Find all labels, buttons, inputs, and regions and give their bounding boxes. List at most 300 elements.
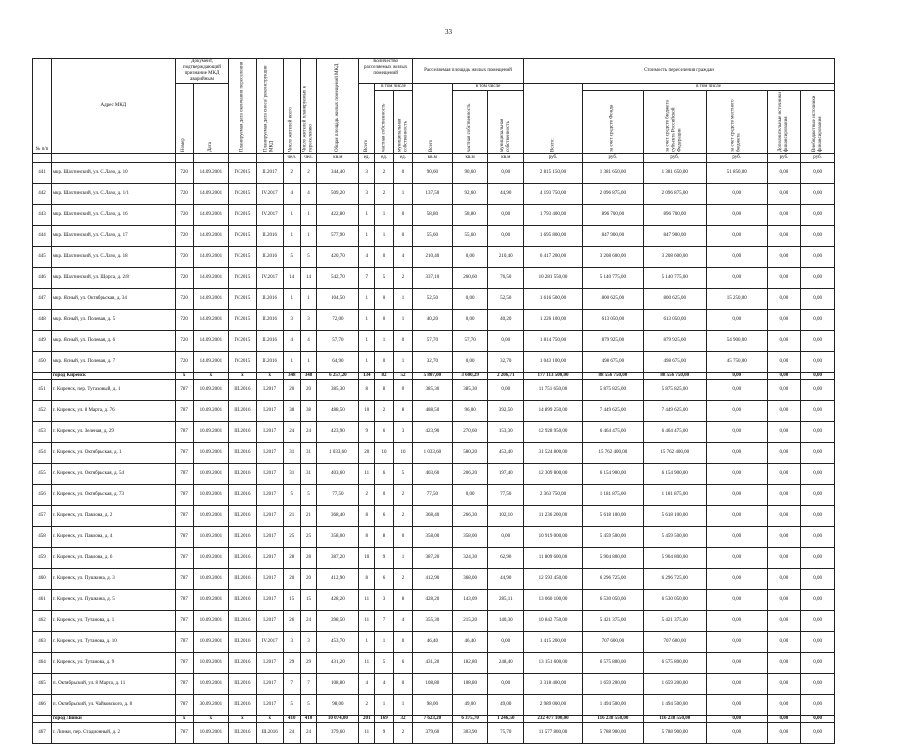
table-cell: 0,00 [801,527,835,548]
table-cell: 1 [359,205,375,226]
table-cell: 270,60 [452,422,488,443]
table-cell: 0,00 [706,632,767,653]
table-cell: 0,00 [801,247,835,268]
unit-cell: руб. [582,154,643,163]
table-cell: 6 154 900,00 [643,464,706,485]
address-cell: мкр. Ясный, ул. Полевая, д. 5 [51,310,175,331]
table-cell: 46,40 [412,632,452,653]
table-cell: 14.09.2001 [193,268,229,289]
table-cell: 49,00 [452,695,488,716]
table-cell: I.2017 [256,401,283,422]
table-cell: 134 [359,373,375,380]
table-cell: 720 [175,163,193,184]
table-cell: 0,00 [767,184,801,205]
table-cell: 285,11 [488,590,524,611]
table-row [33,331,835,352]
table-cell: 1 793 400,00 [524,205,583,226]
table-cell: 4 [300,184,317,205]
table-cell: 0,00 [706,716,767,723]
table-cell: 5 [283,695,300,716]
table-cell: I.2017 [256,611,283,632]
table-cell: 10.09.2001 [193,611,229,632]
table-cell: 358,00 [412,527,452,548]
table-cell: 787 [175,464,193,485]
table-cell: 0,00 [706,695,767,716]
table-cell: 14.09.2001 [193,331,229,352]
table-cell: 455 [33,464,52,485]
table-row [33,695,835,716]
table-cell: 10 [394,443,413,464]
table-cell: 0,00 [706,548,767,569]
unit-cell [229,154,256,163]
table-cell: 0,00 [767,695,801,716]
table-cell: 3 [300,632,317,653]
table-cell: 72,00 [317,310,359,331]
table-cell: 423,90 [317,422,359,443]
table-cell: 1 [300,226,317,247]
address-cell: мкр. Шахтинский, ул. Щорса, д. 2/8 [51,268,175,289]
table-cell: 0,00 [801,590,835,611]
address-cell: мкр. Ясный, ул. Октябрьская, д. 34 [51,289,175,310]
table-cell: II.2016 [256,352,283,373]
table-cell: 847 900,00 [582,226,643,247]
address-cell: город Киренск [51,373,175,380]
table-cell: 787 [175,401,193,422]
table-cell: 879 925,00 [643,331,706,352]
table-cell: 0,00 [706,422,767,443]
col-rooms-total: Всего [359,84,375,154]
table-cell: 40,20 [488,310,524,331]
table-cell: 0,00 [767,247,801,268]
table-cell: I.2017 [256,674,283,695]
table-cell: 444 [33,226,52,247]
table-cell: 153,30 [488,422,524,443]
table-cell: 5 421 375,00 [643,611,706,632]
table-cell: 2 [394,485,413,506]
table-cell: 0,00 [706,485,767,506]
table-cell: III.2016 [229,464,256,485]
table-cell: 787 [175,485,193,506]
table-cell: 32 [394,716,413,723]
table-cell: 720 [175,205,193,226]
table-cell: 8 [359,527,375,548]
table-cell: IV.2015 [229,352,256,373]
table-cell: 720 [175,310,193,331]
table-cell: 720 [175,247,193,268]
unit-cell: кв.м [412,154,452,163]
table-cell: 0 [375,247,394,268]
table-cell: 720 [175,331,193,352]
table-cell: 0 [394,632,413,653]
table-cell: 88 556 750,00 [643,373,706,380]
table-cell: III.2016 [229,723,256,744]
table-cell: 303,90 [452,723,488,744]
table-cell: 420,70 [317,247,359,268]
table-cell: 1 [359,310,375,331]
table-cell: 787 [175,695,193,716]
table-cell: III.2016 [229,653,256,674]
table-cell: 0,00 [801,674,835,695]
table-cell: 0,00 [801,401,835,422]
table-cell: 0,00 [488,632,524,653]
table-cell: 613 050,00 [643,310,706,331]
table-row [33,205,835,226]
table-cell: IV.2015 [229,184,256,205]
table-cell: 12 593 450,00 [524,569,583,590]
table-cell: 0,00 [706,443,767,464]
table-cell: 387,20 [317,548,359,569]
col-area-incl: в том числе [452,84,523,91]
table-cell: 707 600,00 [643,632,706,653]
table-cell: 20 [359,443,375,464]
table-cell: 720 [175,226,193,247]
table-cell: 787 [175,632,193,653]
table-cell: 0 [375,310,394,331]
table-cell: 108,80 [412,674,452,695]
table-cell: 428,20 [317,590,359,611]
col-cost-budget-rf: за счет средств бюджета субъекта Российской Федерации [643,91,706,154]
table-cell: 15 762 400,00 [643,443,706,464]
table-cell: 4 [394,611,413,632]
table-cell: 7 449 625,00 [582,401,643,422]
table-cell: 4 [283,331,300,352]
table-cell: 459 [33,548,52,569]
table-cell: 368,40 [412,506,452,527]
table-row [33,310,835,331]
table-cell: 465 [33,674,52,695]
table-cell: 453,40 [488,443,524,464]
table-cell: 5 [283,485,300,506]
table-cell: 9 [359,422,375,443]
table-cell: 2 [375,184,394,205]
table-cell: 403,60 [412,464,452,485]
table-cell: 6 464 475,00 [643,422,706,443]
table-cell: 1 [375,331,394,352]
table-cell: 51 850,00 [706,163,767,184]
table-row [33,464,835,485]
table-cell: 720 [175,352,193,373]
table-cell: 1 [283,205,300,226]
table-cell: 10.09.2001 [193,569,229,590]
table-cell: 10.09.2001 [193,506,229,527]
table-cell: 0,00 [706,569,767,590]
table-body [33,163,835,744]
table-cell: 210,40 [488,247,524,268]
table-cell: 20 [283,380,300,401]
table-cell: 0,00 [767,569,801,590]
table-cell: 4 [283,184,300,205]
table-cell: 2 815 150,00 [524,163,583,184]
table-cell: 2 [359,485,375,506]
table-cell: 0,00 [488,226,524,247]
table-cell: 98,00 [317,695,359,716]
table-cell: 21 [283,506,300,527]
table-cell: 9 [375,723,394,744]
table-cell: 387,20 [412,548,452,569]
table-cell: 10.09.2001 [193,632,229,653]
table-cell: 20 [300,380,317,401]
table-cell: 248,40 [488,653,524,674]
table-cell: 10.09.2001 [193,653,229,674]
table-cell: 0,00 [767,611,801,632]
unit-cell: кв.м [317,154,359,163]
table-cell: 896 700,00 [643,205,706,226]
table-cell: 0,00 [801,548,835,569]
table-cell: 13 060 100,00 [524,590,583,611]
table-cell: 266,30 [452,506,488,527]
table-cell: 206,20 [452,464,488,485]
table-cell: 29 [300,653,317,674]
table-cell: 456 [33,485,52,506]
table-cell: 3 [283,632,300,653]
table-cell: 5 421 375,00 [582,611,643,632]
table-cell: 40,20 [412,310,452,331]
table-cell: 38 [283,401,300,422]
col-rooms-private: частная собственность [375,91,394,154]
table-cell: 2 [394,723,413,744]
table-cell: 0,00 [767,373,801,380]
table-cell: 10.09.2001 [193,401,229,422]
table-cell: 14.09.2001 [193,289,229,310]
table-cell: 1 [375,632,394,653]
table-cell: 577,90 [317,226,359,247]
table-cell: 441 [33,163,52,184]
table-cell: 0,00 [801,695,835,716]
col-cost-total: Всего: [524,84,583,154]
table-cell: 403,60 [317,464,359,485]
address-cell: г. Киренск, ул. Тутанова, д. 10 [51,632,175,653]
table-row [33,527,835,548]
table-cell: 1 [283,226,300,247]
table-cell: III.2016 [256,723,283,744]
table-cell: 368,00 [452,569,488,590]
table-cell: III.2016 [229,380,256,401]
table-cell: 385,30 [317,380,359,401]
table-cell: 108,80 [452,674,488,695]
table-cell: II.2016 [256,247,283,268]
table-cell: 324,30 [452,548,488,569]
table-cell: 25 [300,527,317,548]
table-cell: 488,50 [317,401,359,422]
table-cell: 787 [175,611,193,632]
table-cell: 11 236 200,00 [524,506,583,527]
table-cell: IV.2015 [229,268,256,289]
table-cell: 498 675,00 [643,352,706,373]
table-cell: I.2017 [256,695,283,716]
table-cell: 0,00 [801,205,835,226]
table-cell: 3 208 600,00 [582,247,643,268]
table-cell: 462 [33,611,52,632]
col-residents-planned: Число жителей планируемых к переселению [300,59,317,154]
table-cell: 7 [375,611,394,632]
table-cell: 14 899 250,00 [524,401,583,422]
table-cell: 5 875 825,00 [582,380,643,401]
table-cell: 450 [33,352,52,373]
table-cell: 787 [175,443,193,464]
table-cell: 6 530 050,00 [643,590,706,611]
address-cell: г. Линки, пер. Стадионный, д. 2 [51,723,175,744]
table-row [33,548,835,569]
address-cell: г. Киренск, ул. Зеленая, д. 29 [51,422,175,443]
unit-cell: ед. [375,154,394,163]
table-cell: 498 675,00 [582,352,643,373]
table-cell: 0,00 [767,268,801,289]
table-cell: 379,60 [317,723,359,744]
table-cell: 1 616 500,00 [524,289,583,310]
table-cell: 6 [375,569,394,590]
table-cell: III.2016 [229,632,256,653]
table-cell: 28 [300,548,317,569]
table-cell: 412,90 [317,569,359,590]
table-cell: 260,60 [452,268,488,289]
table-cell: 423,90 [412,422,452,443]
table-cell: 467 [33,723,52,744]
table-cell: 451 [33,380,52,401]
table-cell: 8 [375,380,394,401]
col-cost-extra: Внебюджетные источники финансирования [801,91,835,154]
table-cell: 10.09.2001 [193,422,229,443]
col-rooms-incl: в том числе [375,84,413,91]
table-cell: 0,00 [767,205,801,226]
table-cell: 6 296 725,00 [582,569,643,590]
table-cell: 1 [300,289,317,310]
table-cell: 448 [33,310,52,331]
table-cell: 787 [175,590,193,611]
table-cell: 6 575 800,00 [643,653,706,674]
table-cell: 77,50 [317,485,359,506]
table-cell: 1 226 100,00 [524,310,583,331]
table-cell: 10.09.2001 [193,485,229,506]
table-cell: 31 [283,443,300,464]
address-cell: мкр. Шахтинский, ул. С.Лазо, д. 16 [51,205,175,226]
table-cell: 5 875 825,00 [643,380,706,401]
table-cell: 24 [283,422,300,443]
table-cell: 5 [375,268,394,289]
table-cell: 2 [300,163,317,184]
table-cell: 8 [394,590,413,611]
table-cell: III.2016 [229,590,256,611]
table-cell: 82 [375,373,394,380]
table-cell: 102,10 [488,506,524,527]
table-cell: 0 [394,163,413,184]
table-cell: 6 257,20 [317,373,359,380]
table-cell: IV.2017 [256,184,283,205]
table-cell: 8 [359,506,375,527]
table-cell: 896 700,00 [582,205,643,226]
table-cell: IV.2015 [229,163,256,184]
address-cell: мкр. Шахтинский, ул. С.Лазо, д. 18 [51,247,175,268]
table-cell: 410 [300,716,317,723]
unit-cell: ед. [394,154,413,163]
unit-cell [33,154,52,163]
table-cell: 5 904 800,00 [582,548,643,569]
subtotal-row [33,373,835,380]
table-cell: 2 [283,163,300,184]
table-cell: 720 [175,289,193,310]
table-cell: 442 [33,184,52,205]
table-cell: 4 193 750,00 [524,184,583,205]
table-cell: 2 [359,695,375,716]
address-cell: мкр. Шахтинский, ул. С.Лазо, д. 10 [51,163,175,184]
table-cell: 0,00 [801,723,835,744]
table-cell: 215,20 [452,611,488,632]
table-cell: 6 296 725,00 [643,569,706,590]
table-cell: 15 [283,590,300,611]
table-cell: 15 250,00 [706,289,767,310]
table-row [33,380,835,401]
table-cell: x [193,373,229,380]
table-cell: 1 [394,548,413,569]
table-cell: 0,00 [706,205,767,226]
table-cell: 45 750,00 [706,352,767,373]
table-cell: 52,50 [488,289,524,310]
table-cell: 800 625,00 [582,289,643,310]
table-cell: 25 [283,527,300,548]
table-cell: 90,60 [452,163,488,184]
table-cell: 5 [300,695,317,716]
table-cell: 0,00 [767,485,801,506]
table-cell: 13 151 600,00 [524,653,583,674]
col-cost-fund: за счет средств Фонда [582,91,643,154]
address-cell: г. Киренск, ул. Пушкина, д. 3 [51,569,175,590]
table-cell: 4 [359,674,375,695]
table-cell: 14.09.2001 [193,205,229,226]
table-cell: 0,00 [452,247,488,268]
table-cell: 1 695 800,00 [524,226,583,247]
table-cell: 232 477 100,00 [524,716,583,723]
col-area-total: Всего [412,84,452,154]
table-cell: 1 814 750,00 [524,331,583,352]
table-cell: III.2016 [229,401,256,422]
table-cell: III.2016 [229,611,256,632]
table-row [33,289,835,310]
table-cell: 1 043 100,00 [524,352,583,373]
address-cell: мкр. Шахтинский, ул. С.Лазо, д. 1/1 [51,184,175,205]
table-cell: 10.09.2001 [193,590,229,611]
table-cell: 1 [300,352,317,373]
unit-cell: кв.м [488,154,524,163]
address-cell: город Линки [51,716,175,723]
table-cell [33,716,52,723]
table-cell: 1 659 200,00 [643,674,706,695]
unit-cell: чел. [283,154,300,163]
table-cell: 0,00 [767,422,801,443]
table-cell: 1 [359,352,375,373]
table-cell: 169 [375,716,394,723]
table-cell: 6 [375,464,394,485]
table-cell: 116 238 550,00 [582,716,643,723]
table-cell: 0,00 [767,632,801,653]
table-cell: 0,00 [706,611,767,632]
table-cell: IV.2017 [256,268,283,289]
table-cell: 6 417 200,00 [524,247,583,268]
table-cell: 0,00 [488,527,524,548]
table-cell: 3 [394,422,413,443]
table-cell: 98,00 [412,695,452,716]
table-cell: 140,30 [488,611,524,632]
table-cell: 0,00 [767,401,801,422]
table-cell: 11 [359,653,375,674]
unit-cell: руб. [706,154,767,163]
table-cell: 58,80 [452,205,488,226]
table-cell: 1 381 650,00 [582,163,643,184]
col-doc-number: Номер [175,84,193,154]
table-cell: 0 [394,205,413,226]
table-cell: 5 [300,247,317,268]
table-cell: 1 246,50 [488,716,524,723]
table-cell: 5 [300,485,317,506]
table-cell: 1 033,60 [412,443,452,464]
